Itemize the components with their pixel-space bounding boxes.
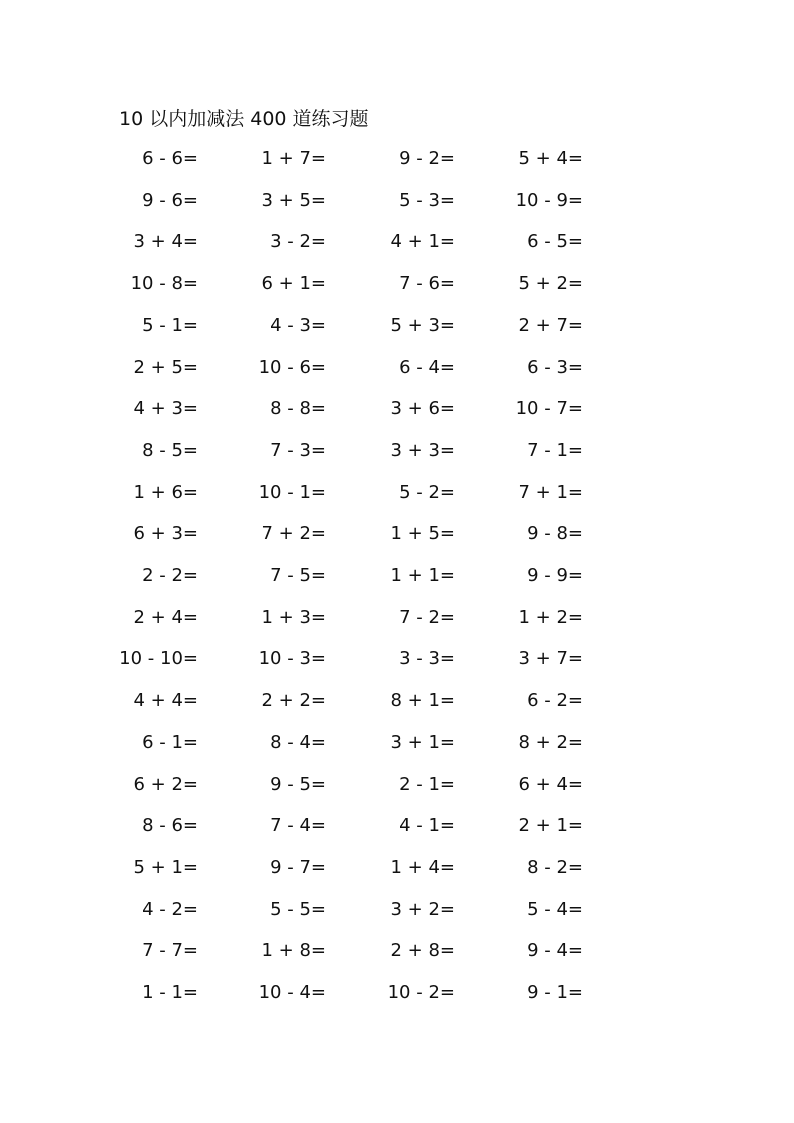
problem-r21-c3: 10 - 2= — [387, 982, 455, 1003]
problem-r4-c1: 10 - 8= — [130, 273, 198, 294]
problem-r2-c3: 5 - 3= — [399, 190, 455, 211]
problem-r2-c4: 10 - 9= — [515, 190, 583, 211]
problem-r2-c1: 9 - 6= — [142, 190, 198, 211]
problem-r17-c2: 7 - 4= — [270, 815, 326, 836]
problem-r19-c3: 3 + 2= — [390, 899, 455, 920]
problem-r1-c2: 1 + 7= — [261, 148, 326, 169]
problem-r4-c2: 6 + 1= — [261, 273, 326, 294]
problem-r17-c1: 8 - 6= — [142, 815, 198, 836]
problem-r18-c4: 8 - 2= — [527, 857, 583, 878]
problem-r15-c3: 3 + 1= — [390, 732, 455, 753]
problem-r9-c2: 10 - 1= — [258, 482, 326, 503]
problem-r12-c2: 1 + 3= — [261, 607, 326, 628]
problem-r8-c3: 3 + 3= — [390, 440, 455, 461]
problem-r8-c1: 8 - 5= — [142, 440, 198, 461]
problem-r5-c3: 5 + 3= — [390, 315, 455, 336]
problem-r6-c3: 6 - 4= — [399, 357, 455, 378]
problem-r14-c4: 6 - 2= — [527, 690, 583, 711]
problem-r1-c4: 5 + 4= — [518, 148, 583, 169]
problem-r1-c1: 6 - 6= — [142, 148, 198, 169]
problem-r4-c4: 5 + 2= — [518, 273, 583, 294]
problem-r9-c4: 7 + 1= — [518, 482, 583, 503]
problem-r10-c3: 1 + 5= — [390, 523, 455, 544]
problem-r16-c1: 6 + 2= — [133, 774, 198, 795]
problem-r18-c3: 1 + 4= — [390, 857, 455, 878]
problem-r2-c2: 3 + 5= — [261, 190, 326, 211]
problem-r18-c1: 5 + 1= — [133, 857, 198, 878]
problem-r16-c2: 9 - 5= — [270, 774, 326, 795]
problem-r17-c4: 2 + 1= — [518, 815, 583, 836]
problem-r14-c1: 4 + 4= — [133, 690, 198, 711]
problem-r10-c1: 6 + 3= — [133, 523, 198, 544]
problem-r15-c1: 6 - 1= — [142, 732, 198, 753]
problem-r13-c2: 10 - 3= — [258, 648, 326, 669]
problem-r14-c2: 2 + 2= — [261, 690, 326, 711]
problem-r11-c4: 9 - 9= — [527, 565, 583, 586]
problem-r15-c4: 8 + 2= — [518, 732, 583, 753]
problem-r8-c4: 7 - 1= — [527, 440, 583, 461]
problem-r11-c1: 2 - 2= — [142, 565, 198, 586]
problem-r5-c4: 2 + 7= — [518, 315, 583, 336]
problem-r4-c3: 7 - 6= — [399, 273, 455, 294]
problem-r19-c2: 5 - 5= — [270, 899, 326, 920]
problem-r18-c2: 9 - 7= — [270, 857, 326, 878]
problem-r10-c4: 9 - 8= — [527, 523, 583, 544]
problem-r3-c1: 3 + 4= — [133, 231, 198, 252]
problem-r13-c4: 3 + 7= — [518, 648, 583, 669]
problem-r21-c1: 1 - 1= — [142, 982, 198, 1003]
problem-r19-c1: 4 - 2= — [142, 899, 198, 920]
problem-r9-c1: 1 + 6= — [133, 482, 198, 503]
problem-r12-c4: 1 + 2= — [518, 607, 583, 628]
problem-r20-c3: 2 + 8= — [390, 940, 455, 961]
problem-r7-c4: 10 - 7= — [515, 398, 583, 419]
problem-r11-c2: 7 - 5= — [270, 565, 326, 586]
problem-r13-c3: 3 - 3= — [399, 648, 455, 669]
problem-r7-c3: 3 + 6= — [390, 398, 455, 419]
problem-r16-c4: 6 + 4= — [518, 774, 583, 795]
problem-r9-c3: 5 - 2= — [399, 482, 455, 503]
problem-r7-c2: 8 - 8= — [270, 398, 326, 419]
problem-r6-c4: 6 - 3= — [527, 357, 583, 378]
problem-r15-c2: 8 - 4= — [270, 732, 326, 753]
problem-r1-c3: 9 - 2= — [399, 148, 455, 169]
problem-r20-c1: 7 - 7= — [142, 940, 198, 961]
problem-r6-c1: 2 + 5= — [133, 357, 198, 378]
problem-r6-c2: 10 - 6= — [258, 357, 326, 378]
problem-r7-c1: 4 + 3= — [133, 398, 198, 419]
problem-r12-c3: 7 - 2= — [399, 607, 455, 628]
problem-r3-c3: 4 + 1= — [390, 231, 455, 252]
problem-r17-c3: 4 - 1= — [399, 815, 455, 836]
problem-r12-c1: 2 + 4= — [133, 607, 198, 628]
problem-r10-c2: 7 + 2= — [261, 523, 326, 544]
page-title: 10 以内加减法 400 道练习题 — [119, 108, 369, 130]
problem-r5-c2: 4 - 3= — [270, 315, 326, 336]
problem-r20-c2: 1 + 8= — [261, 940, 326, 961]
problem-r19-c4: 5 - 4= — [527, 899, 583, 920]
problem-r3-c4: 6 - 5= — [527, 231, 583, 252]
problem-r13-c1: 10 - 10= — [119, 648, 198, 669]
problem-r20-c4: 9 - 4= — [527, 940, 583, 961]
problem-r5-c1: 5 - 1= — [142, 315, 198, 336]
problem-r14-c3: 8 + 1= — [390, 690, 455, 711]
problem-r21-c2: 10 - 4= — [258, 982, 326, 1003]
problem-r3-c2: 3 - 2= — [270, 231, 326, 252]
problem-r11-c3: 1 + 1= — [390, 565, 455, 586]
problem-r16-c3: 2 - 1= — [399, 774, 455, 795]
problem-r21-c4: 9 - 1= — [527, 982, 583, 1003]
problem-r8-c2: 7 - 3= — [270, 440, 326, 461]
